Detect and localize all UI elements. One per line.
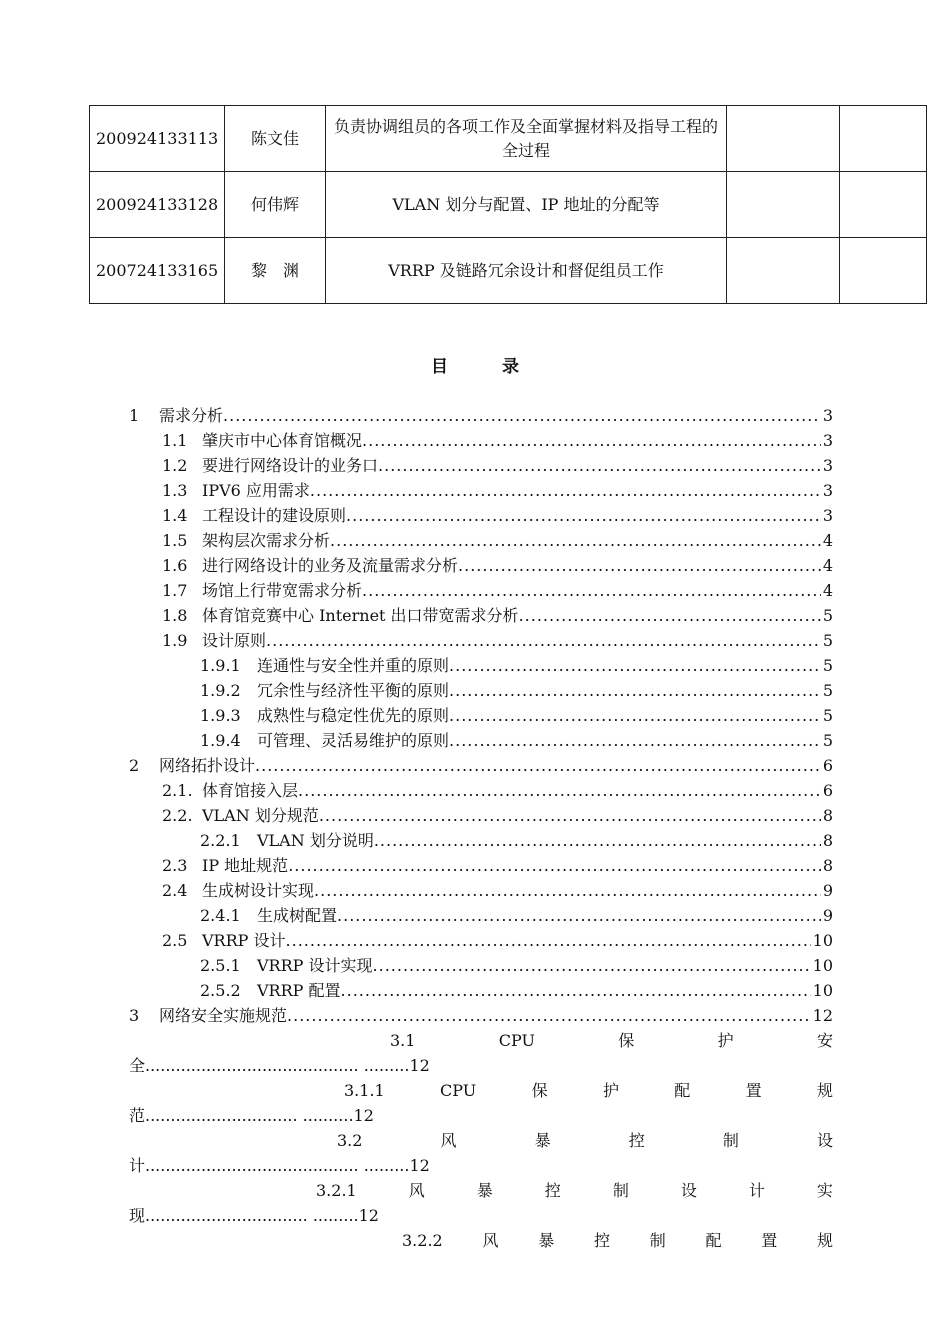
toc-entry-number: 1.7 bbox=[162, 581, 188, 600]
toc-entry[interactable] bbox=[129, 403, 833, 428]
task-cell: VRRP 及链路冗余设计和督促组员工作 bbox=[326, 238, 727, 304]
toc-entry-number: 1.9.1 bbox=[200, 656, 241, 675]
toc-dot-leader bbox=[288, 853, 821, 878]
toc-entry[interactable] bbox=[162, 778, 833, 803]
toc-entry-page: 4 bbox=[822, 581, 833, 600]
toc-entry[interactable] bbox=[162, 628, 833, 653]
toc-entry-word: 控 bbox=[628, 1131, 645, 1150]
members-table bbox=[89, 105, 927, 304]
toc-entry-number: 3.2 bbox=[337, 1131, 363, 1150]
toc-entry-label: 成熟性与稳定性优先的原则 bbox=[257, 706, 450, 725]
toc-entry-page: 5 bbox=[822, 606, 833, 625]
toc-entry-page: 10 bbox=[812, 931, 833, 950]
toc-entry-page: 3 bbox=[822, 406, 833, 425]
toc-entry[interactable] bbox=[162, 528, 833, 553]
toc-entry-number: 2.4.1 bbox=[200, 906, 241, 925]
toc-wrapped-tail: 全.......................................... .........12 bbox=[129, 1056, 430, 1075]
toc-entry-word: 规 bbox=[816, 1231, 833, 1250]
toc-entry-word: 设 bbox=[816, 1131, 833, 1150]
toc-entry-label: 场馆上行带宽需求分析 bbox=[202, 581, 363, 600]
toc-entry-number: 2.2. bbox=[162, 806, 193, 825]
toc-entry-number: 1 bbox=[129, 406, 140, 425]
task-cell: VLAN 划分与配置、IP 地址的分配等 bbox=[326, 172, 727, 238]
toc-dot-leader bbox=[519, 603, 821, 628]
toc-entry[interactable] bbox=[162, 503, 833, 528]
toc-dot-leader bbox=[374, 828, 821, 853]
toc-entry-page: 5 bbox=[822, 656, 833, 675]
toc-dot-leader bbox=[266, 628, 821, 653]
toc-wrapped-entry[interactable] bbox=[344, 1078, 833, 1103]
toc-entry[interactable] bbox=[200, 828, 833, 853]
toc-entry[interactable] bbox=[200, 903, 833, 928]
student-name-cell: 黎 渊 bbox=[225, 238, 326, 304]
toc-entry-page: 4 bbox=[822, 531, 833, 550]
toc-entry-number: 3.1 bbox=[390, 1031, 416, 1050]
toc-entry-label: 体育馆接入层 bbox=[202, 781, 299, 800]
toc-entry-word: 设 bbox=[680, 1181, 697, 1200]
toc-entry[interactable] bbox=[200, 678, 833, 703]
toc-entry-label: VLAN 划分规范 bbox=[202, 806, 319, 825]
toc-entry-number: 2 bbox=[129, 756, 140, 775]
toc-entry-label: IP 地址规范 bbox=[202, 856, 289, 875]
toc-dot-leader bbox=[458, 553, 821, 578]
toc-title: 目 录 bbox=[431, 357, 543, 377]
toc-entry-label: 生成树配置 bbox=[257, 906, 338, 925]
toc-dot-leader bbox=[362, 578, 821, 603]
toc-entry[interactable] bbox=[200, 703, 833, 728]
toc-dot-leader bbox=[314, 878, 821, 903]
toc-wrapped-entry[interactable] bbox=[390, 1028, 833, 1053]
toc-entry[interactable] bbox=[162, 428, 833, 453]
toc-entry-word: 暴 bbox=[534, 1131, 551, 1150]
toc-entry-label: 冗余性与经济性平衡的原则 bbox=[257, 681, 450, 700]
task-cell: 负责协调组员的各项工作及全面掌握材料及指导工程的全过程 bbox=[326, 106, 727, 172]
toc-entry-number: 3.2.1 bbox=[316, 1181, 357, 1200]
toc-entry-number: 2.5.1 bbox=[200, 956, 241, 975]
toc-entry-number: 1.3 bbox=[162, 481, 188, 500]
toc-entry-number: 1.1 bbox=[162, 431, 188, 450]
toc-entry-number: 1.5 bbox=[162, 531, 188, 550]
toc-entry-word: 护 bbox=[717, 1031, 734, 1050]
toc-entry-word: 控 bbox=[593, 1231, 610, 1250]
toc-entry[interactable] bbox=[162, 578, 833, 603]
toc-entry-word: 置 bbox=[745, 1081, 762, 1100]
toc-dot-leader bbox=[330, 528, 821, 553]
toc-entry-word: 风 bbox=[408, 1181, 425, 1200]
toc-wrapped-tail: 计.......................................... .........12 bbox=[129, 1156, 430, 1175]
empty-cell bbox=[840, 172, 927, 238]
toc-dot-leader bbox=[287, 1003, 811, 1028]
toc-dot-leader bbox=[223, 403, 821, 428]
toc-entry-word: 暴 bbox=[476, 1181, 493, 1200]
toc-dot-leader bbox=[373, 953, 811, 978]
toc-dot-leader bbox=[319, 803, 821, 828]
toc-entry[interactable] bbox=[200, 953, 833, 978]
toc-entry-word: 控 bbox=[544, 1181, 561, 1200]
toc-entry-number: 2.4 bbox=[162, 881, 188, 900]
toc-wrapped-entry[interactable] bbox=[337, 1128, 833, 1153]
toc-entry-number: 3 bbox=[129, 1006, 140, 1025]
toc-entry-number: 1.2 bbox=[162, 456, 188, 475]
toc-entry-word: 计 bbox=[748, 1181, 765, 1200]
toc-entry-number: 2.2.1 bbox=[200, 831, 241, 850]
toc-dot-leader bbox=[310, 478, 821, 503]
toc-entry[interactable] bbox=[162, 478, 833, 503]
toc-entry-label: VLAN 划分说明 bbox=[257, 831, 374, 850]
toc-entry-number: 3.1.1 bbox=[344, 1081, 385, 1100]
toc-entry-page: 10 bbox=[812, 981, 833, 1000]
toc-entry[interactable] bbox=[200, 978, 833, 1003]
table-row bbox=[90, 106, 927, 172]
toc-entry-page: 3 bbox=[822, 506, 833, 525]
toc-entry-label: 网络拓扑设计 bbox=[159, 756, 256, 775]
toc-entry-page: 9 bbox=[822, 906, 833, 925]
toc-entry-page: 3 bbox=[822, 456, 833, 475]
toc-entry-number: 2.5 bbox=[162, 931, 188, 950]
toc-dot-leader bbox=[449, 703, 821, 728]
toc-entry-word: 配 bbox=[705, 1231, 722, 1250]
toc-entry[interactable] bbox=[162, 453, 833, 478]
toc-entry-label: 肇庆市中心体育馆概况 bbox=[202, 431, 363, 450]
toc-wrapped-tail: 范.............................. ..........12 bbox=[129, 1106, 374, 1125]
empty-cell bbox=[840, 106, 927, 172]
toc-entry[interactable] bbox=[162, 803, 833, 828]
toc-entry-number: 3.2.2 bbox=[402, 1231, 443, 1250]
toc-entry-page: 5 bbox=[822, 681, 833, 700]
toc-entry[interactable] bbox=[162, 928, 833, 953]
toc-entry-page: 9 bbox=[822, 881, 833, 900]
toc-entry-page: 6 bbox=[822, 781, 833, 800]
toc-entry-number: 1.4 bbox=[162, 506, 188, 525]
toc-entry-word: 规 bbox=[816, 1081, 833, 1100]
toc-entry-word: 配 bbox=[674, 1081, 691, 1100]
toc-entry-label: 架构层次需求分析 bbox=[202, 531, 331, 550]
student-id-cell: 200924133128 bbox=[90, 172, 225, 238]
toc-entry-label: VRRP 配置 bbox=[257, 981, 341, 1000]
toc-dot-leader bbox=[298, 778, 821, 803]
toc-entry-page: 12 bbox=[812, 1006, 833, 1025]
toc-entry-label: 生成树设计实现 bbox=[202, 881, 315, 900]
toc-dot-leader bbox=[449, 728, 821, 753]
toc-entry-word: 保 bbox=[618, 1031, 635, 1050]
toc-entry-word: 实 bbox=[816, 1181, 833, 1200]
toc-entry-label: 网络安全实施规范 bbox=[159, 1006, 288, 1025]
toc-dot-leader bbox=[449, 678, 821, 703]
toc-entry[interactable] bbox=[162, 603, 833, 628]
toc-entry-page: 4 bbox=[822, 556, 833, 575]
toc-entry-page: 8 bbox=[822, 856, 833, 875]
toc-entry-number: 1.9.2 bbox=[200, 681, 241, 700]
toc-entry-number: 1.9.4 bbox=[200, 731, 241, 750]
toc-entry-word: 风 bbox=[482, 1231, 499, 1250]
student-name-cell: 陈文佳 bbox=[225, 106, 326, 172]
toc-entry-number: 1.8 bbox=[162, 606, 188, 625]
toc-entry-page: 6 bbox=[822, 756, 833, 775]
student-id-cell: 200724133165 bbox=[90, 238, 225, 304]
toc-wrapped-entry[interactable] bbox=[316, 1178, 833, 1203]
toc-entry-page: 3 bbox=[822, 481, 833, 500]
toc-entry-word: 风 bbox=[440, 1131, 457, 1150]
toc-entry[interactable] bbox=[200, 653, 833, 678]
toc-entry-number: 1.9.3 bbox=[200, 706, 241, 725]
toc-entry-number: 2.1. bbox=[162, 781, 193, 800]
toc-dot-leader bbox=[255, 753, 821, 778]
toc-entry-word: 安 bbox=[816, 1031, 833, 1050]
toc-entry-label: 要进行网络设计的业务口 bbox=[202, 456, 379, 475]
toc-entry-page: 5 bbox=[822, 631, 833, 650]
toc-dot-leader bbox=[341, 978, 811, 1003]
toc-entry-label: 进行网络设计的业务及流量需求分析 bbox=[202, 556, 459, 575]
student-name-cell: 何伟辉 bbox=[225, 172, 326, 238]
toc-entry-number: 1.6 bbox=[162, 556, 188, 575]
toc-wrapped-tail: 现................................ .........12 bbox=[129, 1206, 379, 1225]
toc-entry-word: 制 bbox=[649, 1231, 666, 1250]
empty-cell bbox=[727, 106, 840, 172]
toc-entry-label: 设计原则 bbox=[202, 631, 267, 650]
toc-entry-page: 10 bbox=[812, 956, 833, 975]
table-row bbox=[90, 238, 927, 304]
toc-entry-page: 8 bbox=[822, 806, 833, 825]
toc-dot-leader bbox=[286, 928, 811, 953]
toc-dot-leader bbox=[362, 428, 821, 453]
empty-cell bbox=[727, 238, 840, 304]
toc-entry-number: 2.5.2 bbox=[200, 981, 241, 1000]
empty-cell bbox=[840, 238, 927, 304]
toc-entry-word: 护 bbox=[602, 1081, 619, 1100]
toc-entry-page: 8 bbox=[822, 831, 833, 850]
toc-entry-page: 5 bbox=[822, 731, 833, 750]
toc-wrapped-entry[interactable] bbox=[402, 1228, 833, 1253]
toc-entry-label: 连通性与安全性并重的原则 bbox=[257, 656, 450, 675]
toc-entry-label: 体育馆竞赛中心 Internet 出口带宽需求分析 bbox=[202, 606, 519, 625]
toc-entry-word: 制 bbox=[612, 1181, 629, 1200]
toc-entry-word: 暴 bbox=[538, 1231, 555, 1250]
toc-entry-word: CPU bbox=[498, 1031, 535, 1050]
toc-dot-leader bbox=[449, 653, 821, 678]
toc-entry-label: 需求分析 bbox=[159, 406, 224, 425]
toc-entry[interactable] bbox=[129, 1003, 833, 1028]
toc-entry-label: 工程设计的建设原则 bbox=[202, 506, 347, 525]
empty-cell bbox=[727, 172, 840, 238]
toc-entry-page: 3 bbox=[822, 431, 833, 450]
toc-dot-leader bbox=[378, 453, 821, 478]
toc-dot-leader bbox=[337, 903, 821, 928]
toc-entry-label: 可管理、灵活易维护的原则 bbox=[257, 731, 450, 750]
toc-entry-page: 5 bbox=[822, 706, 833, 725]
toc-entry-number: 2.3 bbox=[162, 856, 188, 875]
toc-entry-word: 置 bbox=[761, 1231, 778, 1250]
toc-entry[interactable] bbox=[162, 553, 833, 578]
toc-entry-number: 1.9 bbox=[162, 631, 188, 650]
toc-entry[interactable] bbox=[162, 853, 833, 878]
toc-entry-word: 制 bbox=[722, 1131, 739, 1150]
toc-entry[interactable] bbox=[129, 753, 833, 778]
student-id-cell: 200924133113 bbox=[90, 106, 225, 172]
toc-entry[interactable] bbox=[200, 728, 833, 753]
table-row bbox=[90, 172, 927, 238]
toc-entry-word: CPU bbox=[440, 1081, 477, 1100]
toc-dot-leader bbox=[346, 503, 821, 528]
toc-entry-label: IPV6 应用需求 bbox=[202, 481, 310, 500]
toc-entry-label: VRRP 设计 bbox=[202, 931, 286, 950]
toc-entry[interactable] bbox=[162, 878, 833, 903]
toc-entry-label: VRRP 设计实现 bbox=[257, 956, 373, 975]
toc-entry-word: 保 bbox=[531, 1081, 548, 1100]
